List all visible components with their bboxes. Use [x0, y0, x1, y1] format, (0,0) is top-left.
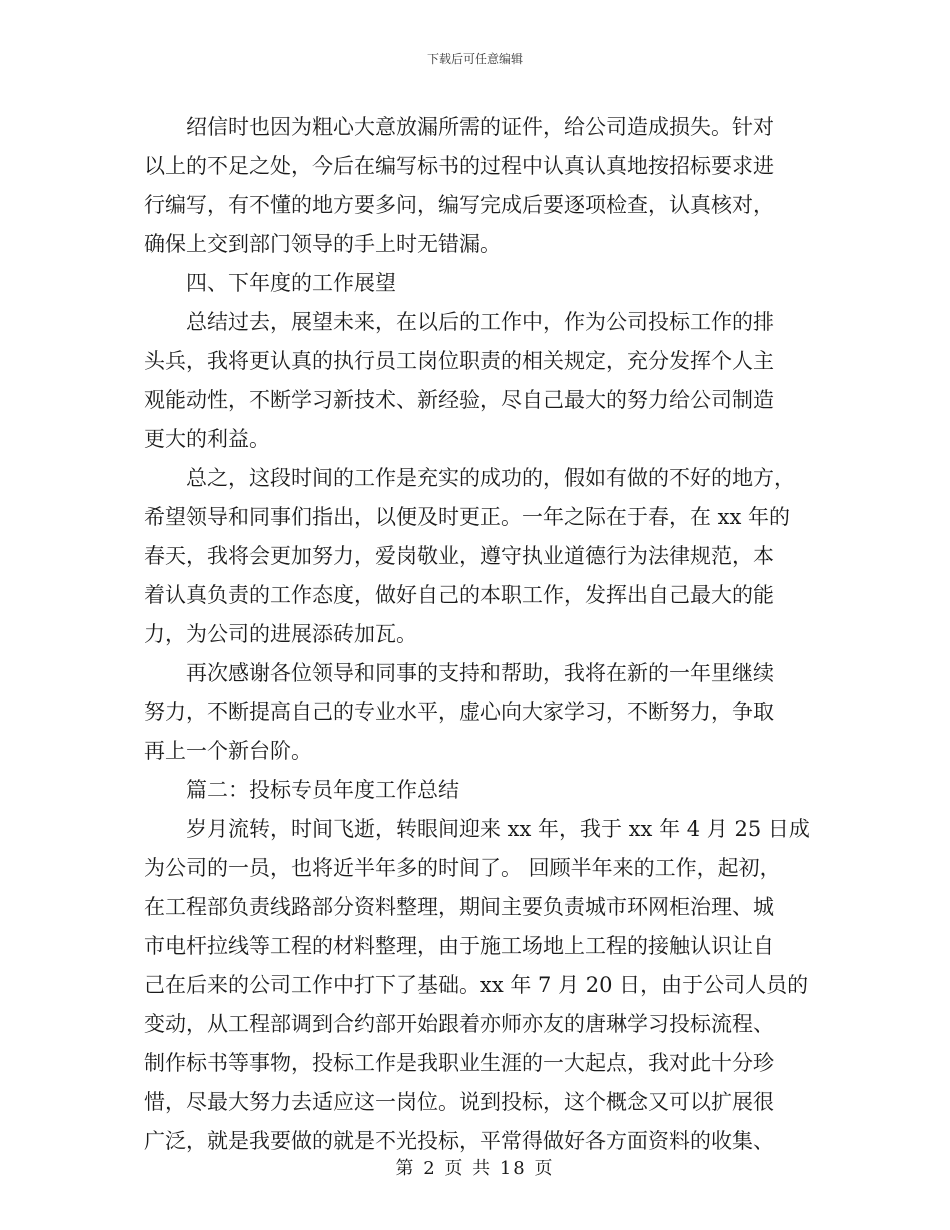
- text-line: 总结过去，展望未来，在以后的工作中，作为公司投标工作的排: [186, 310, 774, 334]
- text-line: 以上的不足之处，今后在编写标书的过程中认真认真地按招标要求进: [144, 154, 774, 178]
- text-line: 更大的利益。: [144, 427, 270, 451]
- text-line: 努力，不断提高自己的专业水平，虚心向大家学习，不断努力，争取: [144, 700, 774, 724]
- text-line: 行编写，有不懂的地方要多问，编写完成后要逐项检查，认真核对，: [144, 193, 774, 217]
- text-line: 广泛，就是我要做的就是不光投标，平常得做好各方面资料的收集、: [144, 1129, 774, 1153]
- text-line: 再上一个新台阶。: [144, 739, 312, 763]
- text-line: 变动，从工程部调到合约部开始跟着亦师亦友的唐琳学习投标流程、: [144, 1012, 774, 1036]
- section-heading: 篇二：投标专员年度工作总结: [186, 778, 459, 802]
- document-body: [144, 108, 812, 1161]
- page-footer: 第 2 页 共 18 页: [395, 1158, 555, 1179]
- text-line: 力，为公司的进展添砖加瓦。: [144, 622, 417, 646]
- text-line: 惜，尽最大努力去适应这一岗位。说到投标，这个概念又可以扩展很: [144, 1090, 774, 1114]
- text-line: 着认真负责的工作态度，做好自己的本职工作，发挥出自己最大的能: [144, 583, 774, 607]
- text-line: 制作标书等事物，投标工作是我职业生涯的一大起点，我对此十分珍: [144, 1051, 774, 1075]
- text-line: 观能动性，不断学习新技术、新经验，尽自己最大的努力给公司制造: [144, 388, 774, 412]
- text-line: 市电杆拉线等工程的材料整理，由于施工场地上工程的接触认识让自: [144, 934, 774, 958]
- text-line: 绍信时也因为粗心大意放漏所需的证件，给公司造成损失。针对: [186, 115, 774, 139]
- text-line: 岁月流转，时间飞逝，转眼间迎来 xx 年，我于 xx 年 4 月 25 日成: [186, 817, 810, 841]
- text-line: 希望领导和同事们指出，以便及时更正。一年之际在于春，在 xx 年的: [144, 505, 791, 529]
- text-line: 在工程部负责线路部分资料整理，期间主要负责城市环网柜治理、城: [144, 895, 774, 919]
- text-line: 再次感谢各位领导和同事的支持和帮助，我将在新的一年里继续: [186, 661, 774, 685]
- text-line: 己在后来的公司工作中打下了基础。xx 年 7 月 20 日，由于公司人员的: [144, 973, 809, 997]
- text-line: 春天，我将会更加努力，爱岗敬业，遵守执业道德行为法律规范，本: [144, 544, 774, 568]
- text-line: 总之，这段时间的工作是充实的成功的，假如有做的不好的地方，: [186, 466, 795, 490]
- text-line: 头兵，我将更认真的执行员工岗位职责的相关规定，充分发挥个人主: [144, 349, 774, 373]
- text-line: 为公司的一员，也将近半年多的时间了。 回顾半年来的工作，起初，: [144, 856, 781, 880]
- section-heading: 四、下年度的工作展望: [186, 271, 396, 295]
- page-header: 下载后可任意编辑: [426, 52, 523, 66]
- text-line: 确保上交到部门领导的手上时无错漏。: [144, 232, 501, 256]
